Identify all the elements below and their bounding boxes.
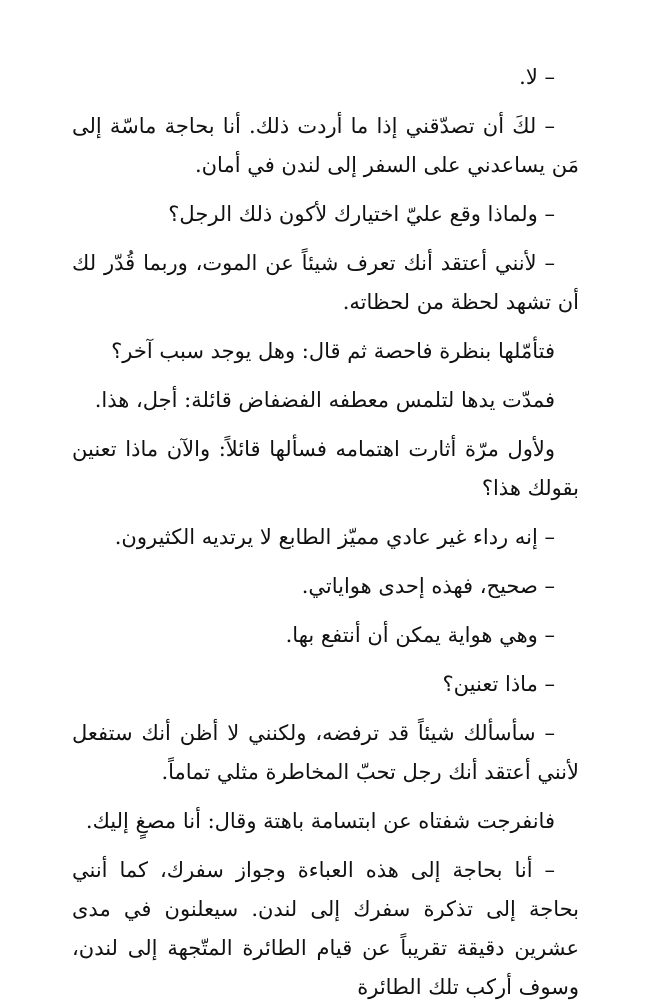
- paragraph-4: – لأنني أعتقد أنك تعرف شيئاً عن الموت، وربما قُدّر لك أن تشهد لحظة من لحظاته.: [72, 251, 579, 314]
- paragraph-9: – صحيح، فهذه إحدى هواياتي.: [301, 574, 555, 598]
- paragraph-12: – سأسألك شيئاً قد ترفضه، ولكنني لا أظن أنك ستفعل لأنني أعتقد أنك رجل تحبّ المخاطرة مثلي تماماً.: [72, 721, 579, 784]
- paragraph-14: – أنا بحاجة إلى هذه العباءة وجواز سفرك، كما أنني بحاجة إلى تذكرة سفرك إلى لندن. سيعلنون في مدى عشرين دقيقة تقريباً عن قيام الطائرة المتّجهة إلى لندن، وسوف أركب تلك الطائرة: [72, 858, 579, 999]
- paragraph-2: – لكَ أن تصدّقني إذا ما أردت ذلك. أنا بحاجة ماسّة إلى مَن يساعدني على السفر إلى لندن في أمان.: [72, 114, 579, 177]
- book-page: [72, 58, 579, 1007]
- paragraph-7: ولأول مرّة أثارت اهتمامه فسألها قائلاً: والآن ماذا تعنين بقولك هذا؟: [72, 437, 579, 500]
- paragraph-6: فمدّت يدها لتلمس معطفه الفضفاض قائلة: أجل، هذا.: [94, 388, 555, 412]
- paragraph-5: فتأمّلها بنظرة فاحصة ثم قال: وهل يوجد سبب آخر؟: [111, 339, 555, 363]
- paragraph-10: – وهي هواية يمكن أن أنتفع بها.: [285, 623, 555, 647]
- paragraph-1: – لا.: [519, 65, 555, 89]
- paragraph-13: فانفرجت شفتاه عن ابتسامة باهتة وقال: أنا مصغٍ إليك.: [85, 809, 555, 833]
- paragraph-3: – ولماذا وقع عليّ اختيارك لأكون ذلك الرجل؟: [168, 202, 555, 226]
- paragraph-8: – إنه رداء غير عادي مميّز الطابع لا يرتديه الكثيرون.: [114, 525, 555, 549]
- paragraph-11: – ماذا تعنين؟: [442, 672, 555, 696]
